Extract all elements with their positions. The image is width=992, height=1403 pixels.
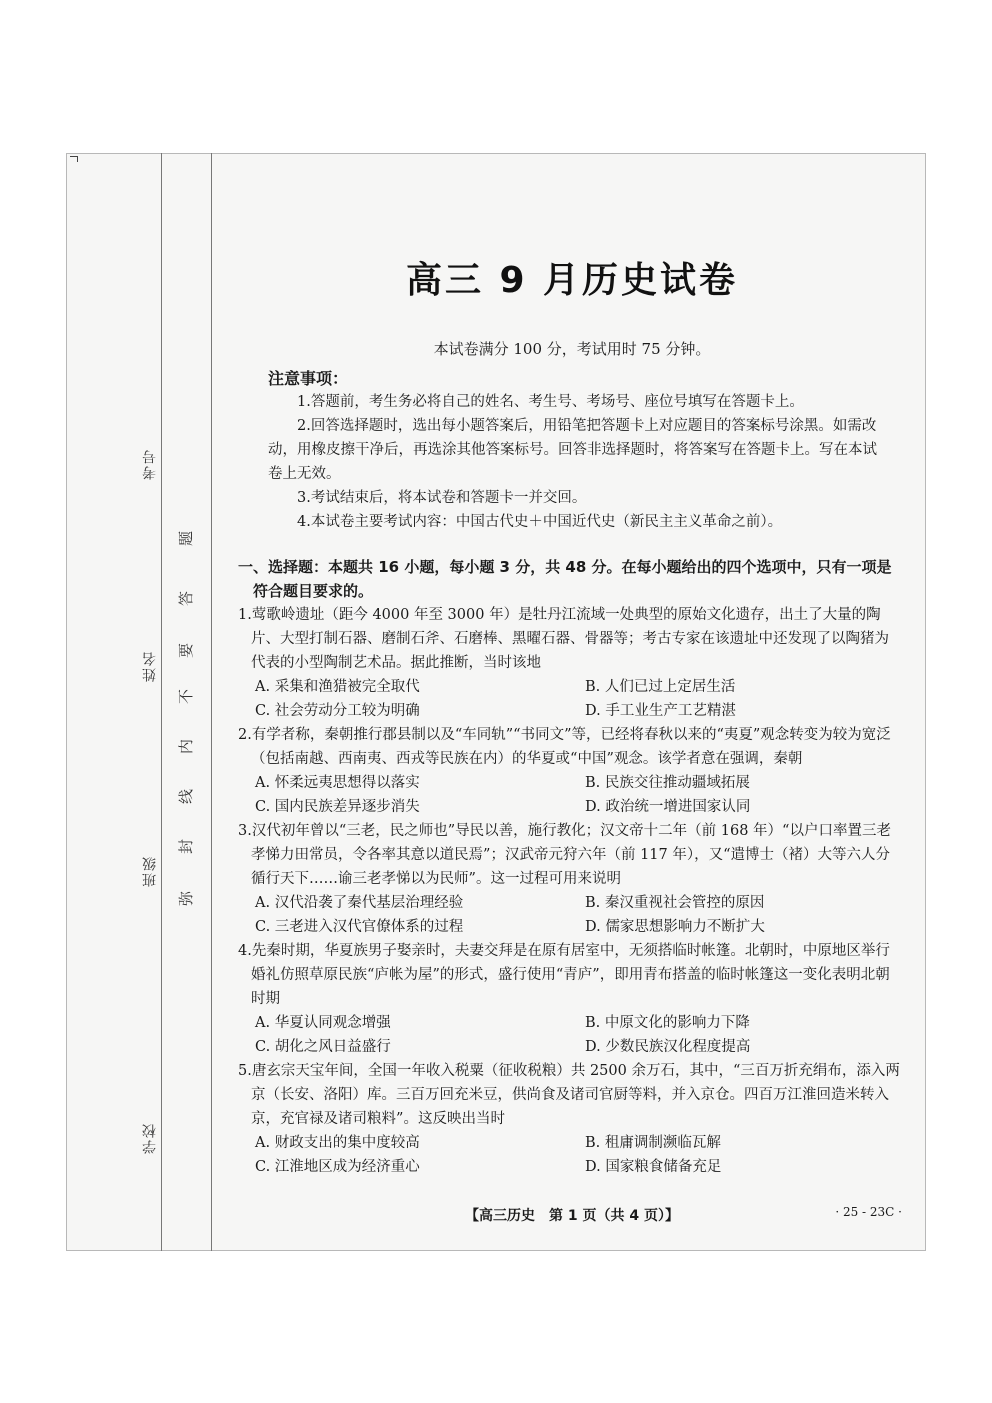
binding-label-name: 姓名 bbox=[142, 650, 158, 682]
seal-char: 题 bbox=[177, 530, 196, 547]
binding-line-outer bbox=[161, 153, 162, 1251]
option: A. 怀柔远夷思想得以落实 bbox=[255, 775, 420, 791]
binding-line-inner bbox=[211, 153, 212, 1251]
page-number: 【高三历史 第 1 页（共 4 页）】 bbox=[465, 1208, 679, 1224]
crop-mark bbox=[77, 156, 78, 162]
question-options bbox=[255, 1131, 885, 1179]
question-stem: 3.汉代初年曾以“三老，民之师也”导民以善，施行教化；汉文帝十二年（前 168 年）“以户口率置三老孝悌力田常员，令各率其意以道民焉”；汉武帝元狩六年（前 117 年），又“遣博士（褚）大等六人分循行天下……谕三老孝悌以为民师”。这一过程可用来说明 bbox=[238, 823, 891, 887]
seal-char: 封 bbox=[177, 838, 196, 855]
seal-char: 线 bbox=[177, 788, 196, 805]
question-options bbox=[255, 675, 885, 723]
option: C. 国内民族差异逐步消失 bbox=[255, 799, 420, 815]
option: A. 财政支出的集中度较高 bbox=[255, 1135, 420, 1151]
option: B. 租庸调制濒临瓦解 bbox=[585, 1135, 721, 1151]
binding-label-class: 班级 bbox=[142, 855, 158, 887]
question-stem: 1.莺歌岭遗址（距今 4000 年至 3000 年）是牡丹江流域一处典型的原始文化遗存，出土了大量的陶片、大型打制石器、磨制石斧、石磨棒、黑曜石器、骨器等；考古专家在该遗址中还发现了以陶猪为代表的小型陶制艺术品。据此推断，当时该地 bbox=[238, 607, 890, 671]
option: D. 手工业生产工艺精湛 bbox=[585, 703, 736, 719]
binding-label-exam-number: 考号 bbox=[142, 448, 158, 480]
paper-code: · 25 - 23C · bbox=[835, 1205, 902, 1219]
notice-item: 4.本试卷主要考试内容：中国古代史＋中国近代史（新民主主义革命之前）。 bbox=[297, 514, 783, 530]
option: C. 社会劳动分工较为明确 bbox=[255, 703, 420, 719]
option: B. 秦汉重视社会管控的原因 bbox=[585, 895, 765, 911]
question-options bbox=[255, 771, 885, 819]
seal-char: 内 bbox=[177, 738, 196, 755]
question-stem: 5.唐玄宗天宝年间，全国一年收入税粟（征收税粮）共 2500 余万石，其中，“三百万折充绢布，添入两京（长安、洛阳）库。三百万回充米豆，供尚食及诸司官厨等料，并入京仓。四百万江淮回造米转入京，充官禄及诸司粮料”。这反映出当时 bbox=[238, 1063, 900, 1127]
option: D. 少数民族汉化程度提高 bbox=[585, 1039, 751, 1055]
option: D. 政治统一增进国家认同 bbox=[585, 799, 751, 815]
question-options bbox=[255, 891, 885, 939]
page-title: 高三 9 月历史试卷 bbox=[405, 260, 739, 301]
notice-item: 1.答题前，考生务必将自己的姓名、考生号、考场号、座位号填写在答题卡上。 bbox=[297, 394, 804, 410]
option: D. 儒家思想影响力不断扩大 bbox=[585, 919, 765, 935]
question-stem: 4.先秦时期，华夏族男子娶亲时，夫妻交拜是在原有居室中，无须搭临时帐篷。北朝时，中原地区举行婚礼仿照草原民族“庐帐为屋”的形式，盛行使用“青庐”，即用青布搭盖的临时帐篷这一变化表明北朝时期 bbox=[238, 943, 890, 1007]
option: C. 江淮地区成为经济重心 bbox=[255, 1159, 420, 1175]
binding-label-school: 学校 bbox=[142, 1122, 158, 1154]
question-stem: 2.有学者称，秦朝推行郡县制以及“车同轨”“书同文”等，已经将春秋以来的“夷夏”观念转变为较为宽泛（包括南越、西南夷、西戎等民族在内）的华夏或“中国”观念。该学者意在强调，秦朝 bbox=[238, 727, 891, 767]
option: B. 民族交往推动疆域拓展 bbox=[585, 775, 750, 791]
option: A. 汉代沿袭了秦代基层治理经验 bbox=[255, 895, 464, 911]
seal-char: 答 bbox=[177, 590, 196, 607]
option: A. 华夏认同观念增强 bbox=[255, 1015, 391, 1031]
question-options bbox=[255, 1011, 885, 1059]
option: C. 胡化之风日益盛行 bbox=[255, 1039, 391, 1055]
section-heading: 一、选择题：本题共 16 小题，每小题 3 分，共 48 分。在每小题给出的四个选项中，只有一项是符合题目要求的。 bbox=[238, 558, 892, 600]
option: C. 三老进入汉代官僚体系的过程 bbox=[255, 919, 464, 935]
option: B. 中原文化的影响力下降 bbox=[585, 1015, 750, 1031]
notice-item: 3.考试结束后，将本试卷和答题卡一并交回。 bbox=[297, 490, 587, 506]
seal-char: 弥 bbox=[177, 890, 196, 907]
seal-char: 要 bbox=[177, 642, 196, 659]
exam-info: 本试卷满分 100 分，考试用时 75 分钟。 bbox=[433, 340, 711, 358]
option: A. 采集和渔猎被完全取代 bbox=[255, 679, 420, 695]
option: D. 国家粮食储备充足 bbox=[585, 1159, 722, 1175]
option: B. 人们已过上定居生活 bbox=[585, 679, 736, 695]
notice-heading: 注意事项： bbox=[268, 369, 349, 388]
seal-char: 不 bbox=[177, 688, 196, 705]
notice-item: 2.回答选择题时，选出每小题答案后，用铅笔把答题卡上对应题目的答案标号涂黑。如需改动，用橡皮擦干净后，再选涂其他答案标号。回答非选择题时，将答案写在答题卡上。写在本试卷上无效。 bbox=[268, 418, 877, 482]
